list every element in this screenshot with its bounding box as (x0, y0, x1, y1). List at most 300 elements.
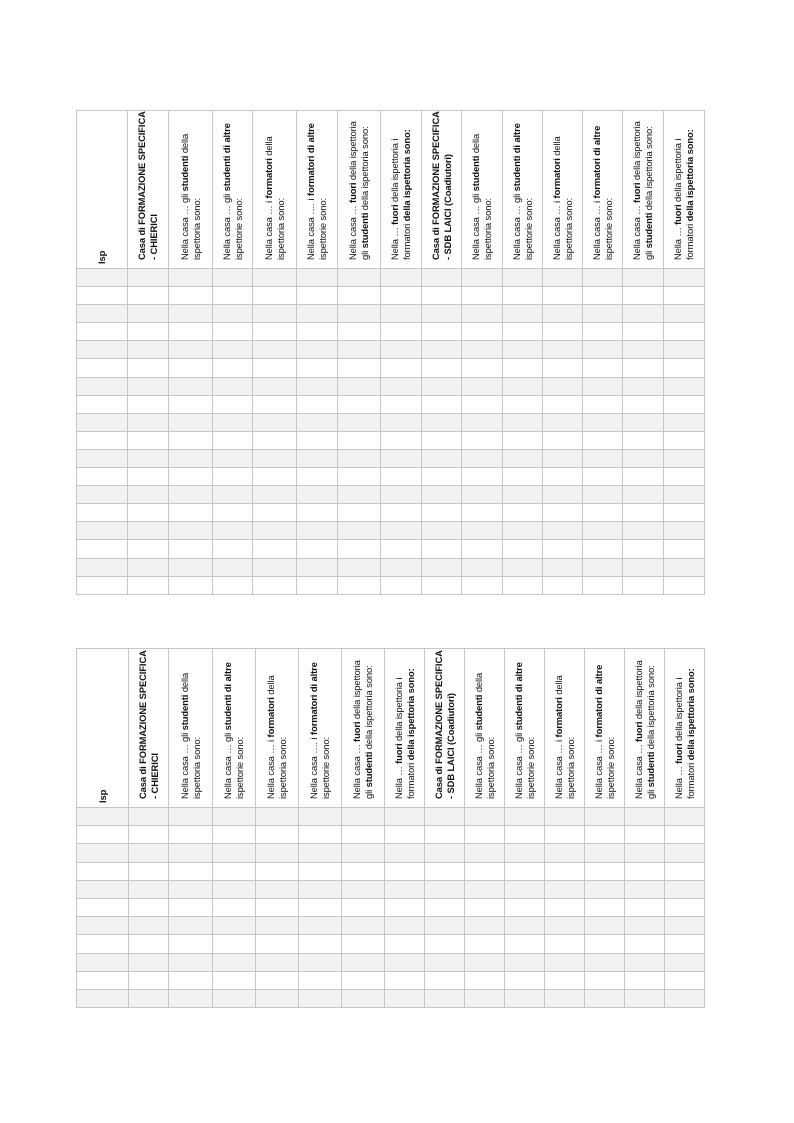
table-cell[interactable] (623, 449, 664, 467)
table-cell[interactable] (665, 971, 705, 989)
table-cell[interactable] (665, 917, 705, 935)
table-cell[interactable] (505, 971, 545, 989)
table-cell[interactable] (342, 898, 385, 916)
table-cell[interactable] (213, 504, 253, 522)
table-cell[interactable] (129, 898, 169, 916)
table-cell[interactable] (422, 359, 462, 377)
table-cell[interactable] (503, 377, 543, 395)
table-cell[interactable] (169, 431, 213, 449)
table-cell[interactable] (623, 504, 664, 522)
table-cell[interactable] (664, 449, 705, 467)
table-cell[interactable] (213, 522, 253, 540)
table-cell[interactable] (623, 558, 664, 576)
table-cell[interactable] (583, 305, 623, 323)
table-cell[interactable] (169, 395, 213, 413)
table-cell[interactable] (299, 880, 342, 898)
table-cell[interactable] (385, 880, 425, 898)
table-cell[interactable] (425, 808, 465, 826)
table-cell[interactable] (213, 359, 253, 377)
table-cell[interactable] (77, 287, 128, 305)
table-cell[interactable] (585, 862, 625, 880)
table-cell[interactable] (585, 844, 625, 862)
table-cell[interactable] (422, 305, 462, 323)
table-cell[interactable] (338, 395, 381, 413)
table-cell[interactable] (503, 486, 543, 504)
table-cell[interactable] (253, 468, 297, 486)
table-cell[interactable] (77, 862, 129, 880)
table-cell[interactable] (253, 377, 297, 395)
table-cell[interactable] (128, 305, 169, 323)
table-cell[interactable] (77, 504, 128, 522)
table-cell[interactable] (623, 413, 664, 431)
table-cell[interactable] (129, 953, 169, 971)
table-cell[interactable] (543, 359, 583, 377)
table-cell[interactable] (297, 576, 338, 594)
table-cell[interactable] (256, 808, 299, 826)
table-cell[interactable] (77, 558, 128, 576)
table-cell[interactable] (422, 576, 462, 594)
table-cell[interactable] (583, 522, 623, 540)
table-cell[interactable] (338, 413, 381, 431)
table-cell[interactable] (462, 287, 503, 305)
table-cell[interactable] (503, 269, 543, 287)
table-cell[interactable] (256, 935, 299, 953)
table-cell[interactable] (213, 971, 256, 989)
table-cell[interactable] (385, 826, 425, 844)
table-cell[interactable] (623, 287, 664, 305)
table-cell[interactable] (422, 413, 462, 431)
table-cell[interactable] (381, 522, 422, 540)
table-cell[interactable] (422, 323, 462, 341)
table-cell[interactable] (625, 971, 665, 989)
table-cell[interactable] (129, 917, 169, 935)
table-cell[interactable] (503, 468, 543, 486)
table-cell[interactable] (462, 269, 503, 287)
table-cell[interactable] (299, 826, 342, 844)
table-cell[interactable] (297, 431, 338, 449)
table-cell[interactable] (505, 826, 545, 844)
table-cell[interactable] (77, 449, 128, 467)
table-cell[interactable] (129, 989, 169, 1007)
table-cell[interactable] (505, 935, 545, 953)
table-cell[interactable] (385, 953, 425, 971)
table-cell[interactable] (664, 323, 705, 341)
table-cell[interactable] (381, 504, 422, 522)
table-cell[interactable] (664, 305, 705, 323)
table-cell[interactable] (664, 522, 705, 540)
table-cell[interactable] (503, 413, 543, 431)
table-cell[interactable] (543, 305, 583, 323)
table-cell[interactable] (77, 522, 128, 540)
table-cell[interactable] (297, 269, 338, 287)
table-cell[interactable] (297, 341, 338, 359)
table-cell[interactable] (665, 862, 705, 880)
table-cell[interactable] (253, 269, 297, 287)
table-cell[interactable] (256, 826, 299, 844)
table-cell[interactable] (77, 269, 128, 287)
table-cell[interactable] (338, 431, 381, 449)
table-cell[interactable] (213, 953, 256, 971)
table-cell[interactable] (665, 989, 705, 1007)
table-cell[interactable] (664, 287, 705, 305)
table-cell[interactable] (503, 305, 543, 323)
table-cell[interactable] (545, 989, 585, 1007)
table-cell[interactable] (77, 935, 129, 953)
table-cell[interactable] (253, 287, 297, 305)
table-cell[interactable] (338, 269, 381, 287)
table-cell[interactable] (422, 377, 462, 395)
table-cell[interactable] (381, 431, 422, 449)
table-cell[interactable] (505, 880, 545, 898)
table-cell[interactable] (545, 808, 585, 826)
table-cell[interactable] (128, 522, 169, 540)
table-cell[interactable] (297, 305, 338, 323)
table-cell[interactable] (585, 971, 625, 989)
table-cell[interactable] (585, 917, 625, 935)
table-cell[interactable] (213, 540, 253, 558)
table-cell[interactable] (465, 953, 505, 971)
table-cell[interactable] (299, 862, 342, 880)
table-cell[interactable] (422, 468, 462, 486)
table-cell[interactable] (128, 413, 169, 431)
table-cell[interactable] (625, 989, 665, 1007)
table-cell[interactable] (665, 880, 705, 898)
table-cell[interactable] (169, 558, 213, 576)
table-cell[interactable] (664, 540, 705, 558)
table-cell[interactable] (545, 898, 585, 916)
table-cell[interactable] (169, 844, 213, 862)
table-cell[interactable] (169, 359, 213, 377)
table-cell[interactable] (543, 540, 583, 558)
table-cell[interactable] (381, 486, 422, 504)
table-cell[interactable] (545, 826, 585, 844)
table-cell[interactable] (253, 449, 297, 467)
table-cell[interactable] (128, 486, 169, 504)
table-cell[interactable] (297, 359, 338, 377)
table-cell[interactable] (129, 971, 169, 989)
table-cell[interactable] (625, 808, 665, 826)
table-cell[interactable] (381, 287, 422, 305)
table-cell[interactable] (128, 269, 169, 287)
table-cell[interactable] (128, 287, 169, 305)
table-cell[interactable] (169, 323, 213, 341)
table-cell[interactable] (664, 558, 705, 576)
table-cell[interactable] (77, 341, 128, 359)
table-cell[interactable] (422, 341, 462, 359)
table-cell[interactable] (128, 504, 169, 522)
table-cell[interactable] (253, 522, 297, 540)
table-cell[interactable] (545, 880, 585, 898)
table-cell[interactable] (213, 558, 253, 576)
table-cell[interactable] (297, 449, 338, 467)
table-cell[interactable] (128, 359, 169, 377)
table-cell[interactable] (503, 287, 543, 305)
table-cell[interactable] (664, 341, 705, 359)
table-cell[interactable] (465, 808, 505, 826)
table-cell[interactable] (253, 576, 297, 594)
table-cell[interactable] (256, 898, 299, 916)
table-cell[interactable] (543, 431, 583, 449)
table-cell[interactable] (299, 989, 342, 1007)
table-cell[interactable] (625, 935, 665, 953)
table-cell[interactable] (422, 504, 462, 522)
table-cell[interactable] (77, 486, 128, 504)
table-cell[interactable] (342, 880, 385, 898)
table-cell[interactable] (545, 844, 585, 862)
table-cell[interactable] (129, 826, 169, 844)
table-cell[interactable] (213, 576, 253, 594)
table-cell[interactable] (256, 989, 299, 1007)
table-cell[interactable] (338, 341, 381, 359)
table-cell[interactable] (169, 540, 213, 558)
table-cell[interactable] (664, 576, 705, 594)
table-cell[interactable] (503, 540, 543, 558)
table-cell[interactable] (465, 989, 505, 1007)
table-cell[interactable] (623, 576, 664, 594)
table-cell[interactable] (543, 377, 583, 395)
table-cell[interactable] (462, 305, 503, 323)
table-cell[interactable] (213, 880, 256, 898)
table-cell[interactable] (385, 917, 425, 935)
table-cell[interactable] (381, 377, 422, 395)
table-cell[interactable] (213, 287, 253, 305)
table-cell[interactable] (543, 504, 583, 522)
table-cell[interactable] (256, 917, 299, 935)
table-cell[interactable] (213, 305, 253, 323)
table-cell[interactable] (543, 287, 583, 305)
table-cell[interactable] (297, 377, 338, 395)
table-cell[interactable] (503, 395, 543, 413)
table-cell[interactable] (545, 953, 585, 971)
table-cell[interactable] (338, 540, 381, 558)
table-cell[interactable] (297, 468, 338, 486)
table-cell[interactable] (503, 558, 543, 576)
table-cell[interactable] (381, 576, 422, 594)
table-cell[interactable] (299, 953, 342, 971)
table-cell[interactable] (623, 431, 664, 449)
table-cell[interactable] (77, 989, 129, 1007)
table-cell[interactable] (297, 504, 338, 522)
table-cell[interactable] (342, 808, 385, 826)
table-cell[interactable] (338, 522, 381, 540)
table-cell[interactable] (169, 504, 213, 522)
table-cell[interactable] (169, 880, 213, 898)
table-cell[interactable] (256, 844, 299, 862)
table-cell[interactable] (665, 898, 705, 916)
table-cell[interactable] (169, 971, 213, 989)
table-cell[interactable] (422, 486, 462, 504)
table-cell[interactable] (128, 377, 169, 395)
table-cell[interactable] (253, 504, 297, 522)
table-cell[interactable] (462, 540, 503, 558)
table-cell[interactable] (505, 953, 545, 971)
table-cell[interactable] (623, 305, 664, 323)
table-cell[interactable] (422, 431, 462, 449)
table-cell[interactable] (664, 431, 705, 449)
table-cell[interactable] (425, 898, 465, 916)
table-cell[interactable] (583, 540, 623, 558)
table-cell[interactable] (342, 826, 385, 844)
table-cell[interactable] (213, 413, 253, 431)
table-cell[interactable] (213, 341, 253, 359)
table-cell[interactable] (381, 449, 422, 467)
table-cell[interactable] (585, 935, 625, 953)
table-cell[interactable] (583, 269, 623, 287)
table-cell[interactable] (297, 540, 338, 558)
table-cell[interactable] (299, 917, 342, 935)
table-cell[interactable] (169, 341, 213, 359)
table-cell[interactable] (381, 413, 422, 431)
table-cell[interactable] (338, 504, 381, 522)
table-cell[interactable] (213, 377, 253, 395)
table-cell[interactable] (213, 826, 256, 844)
table-cell[interactable] (128, 431, 169, 449)
table-cell[interactable] (77, 468, 128, 486)
table-cell[interactable] (253, 413, 297, 431)
table-cell[interactable] (422, 449, 462, 467)
table-cell[interactable] (128, 558, 169, 576)
table-cell[interactable] (665, 844, 705, 862)
table-cell[interactable] (169, 826, 213, 844)
table-cell[interactable] (342, 953, 385, 971)
table-cell[interactable] (77, 880, 129, 898)
table-cell[interactable] (256, 971, 299, 989)
table-cell[interactable] (297, 486, 338, 504)
table-cell[interactable] (129, 935, 169, 953)
table-cell[interactable] (545, 971, 585, 989)
table-cell[interactable] (299, 844, 342, 862)
table-cell[interactable] (465, 917, 505, 935)
table-cell[interactable] (664, 377, 705, 395)
table-cell[interactable] (545, 935, 585, 953)
table-cell[interactable] (253, 341, 297, 359)
table-cell[interactable] (462, 576, 503, 594)
table-cell[interactable] (623, 486, 664, 504)
table-cell[interactable] (623, 540, 664, 558)
table-cell[interactable] (545, 862, 585, 880)
table-cell[interactable] (129, 808, 169, 826)
table-cell[interactable] (381, 558, 422, 576)
table-cell[interactable] (169, 269, 213, 287)
table-cell[interactable] (385, 935, 425, 953)
table-cell[interactable] (128, 323, 169, 341)
table-cell[interactable] (128, 395, 169, 413)
table-cell[interactable] (462, 395, 503, 413)
table-cell[interactable] (422, 287, 462, 305)
table-cell[interactable] (169, 413, 213, 431)
table-cell[interactable] (623, 323, 664, 341)
table-cell[interactable] (543, 522, 583, 540)
table-cell[interactable] (299, 898, 342, 916)
table-cell[interactable] (342, 917, 385, 935)
table-cell[interactable] (338, 377, 381, 395)
table-cell[interactable] (585, 898, 625, 916)
table-cell[interactable] (381, 359, 422, 377)
table-cell[interactable] (169, 808, 213, 826)
table-cell[interactable] (465, 826, 505, 844)
table-cell[interactable] (77, 305, 128, 323)
table-cell[interactable] (664, 269, 705, 287)
table-cell[interactable] (381, 395, 422, 413)
table-cell[interactable] (256, 880, 299, 898)
table-cell[interactable] (462, 504, 503, 522)
table-cell[interactable] (77, 413, 128, 431)
table-cell[interactable] (625, 898, 665, 916)
table-cell[interactable] (664, 504, 705, 522)
table-cell[interactable] (583, 341, 623, 359)
table-cell[interactable] (385, 808, 425, 826)
table-cell[interactable] (503, 576, 543, 594)
table-cell[interactable] (128, 449, 169, 467)
table-cell[interactable] (503, 323, 543, 341)
table-cell[interactable] (385, 898, 425, 916)
table-cell[interactable] (169, 576, 213, 594)
table-cell[interactable] (342, 971, 385, 989)
table-cell[interactable] (425, 862, 465, 880)
table-cell[interactable] (77, 844, 129, 862)
table-cell[interactable] (129, 844, 169, 862)
table-cell[interactable] (253, 305, 297, 323)
table-cell[interactable] (583, 431, 623, 449)
table-cell[interactable] (583, 558, 623, 576)
table-cell[interactable] (422, 540, 462, 558)
table-cell[interactable] (543, 413, 583, 431)
table-cell[interactable] (381, 305, 422, 323)
table-cell[interactable] (213, 989, 256, 1007)
table-cell[interactable] (338, 576, 381, 594)
table-cell[interactable] (253, 431, 297, 449)
table-cell[interactable] (623, 359, 664, 377)
table-cell[interactable] (665, 826, 705, 844)
table-cell[interactable] (169, 522, 213, 540)
table-cell[interactable] (213, 844, 256, 862)
table-cell[interactable] (297, 558, 338, 576)
table-cell[interactable] (129, 862, 169, 880)
table-cell[interactable] (77, 917, 129, 935)
table-cell[interactable] (425, 917, 465, 935)
table-cell[interactable] (623, 341, 664, 359)
table-cell[interactable] (338, 468, 381, 486)
table-cell[interactable] (425, 880, 465, 898)
table-cell[interactable] (169, 287, 213, 305)
table-cell[interactable] (585, 826, 625, 844)
table-cell[interactable] (256, 953, 299, 971)
table-cell[interactable] (422, 395, 462, 413)
table-cell[interactable] (665, 953, 705, 971)
table-cell[interactable] (505, 989, 545, 1007)
table-cell[interactable] (462, 486, 503, 504)
table-cell[interactable] (623, 395, 664, 413)
table-cell[interactable] (425, 989, 465, 1007)
table-cell[interactable] (585, 880, 625, 898)
table-cell[interactable] (342, 935, 385, 953)
table-cell[interactable] (543, 468, 583, 486)
table-cell[interactable] (213, 808, 256, 826)
table-cell[interactable] (425, 971, 465, 989)
table-cell[interactable] (583, 449, 623, 467)
table-cell[interactable] (664, 359, 705, 377)
table-cell[interactable] (338, 558, 381, 576)
table-cell[interactable] (342, 989, 385, 1007)
table-cell[interactable] (385, 844, 425, 862)
table-cell[interactable] (543, 323, 583, 341)
table-cell[interactable] (297, 323, 338, 341)
table-cell[interactable] (583, 504, 623, 522)
table-cell[interactable] (462, 323, 503, 341)
table-cell[interactable] (503, 431, 543, 449)
table-cell[interactable] (505, 808, 545, 826)
table-cell[interactable] (665, 935, 705, 953)
